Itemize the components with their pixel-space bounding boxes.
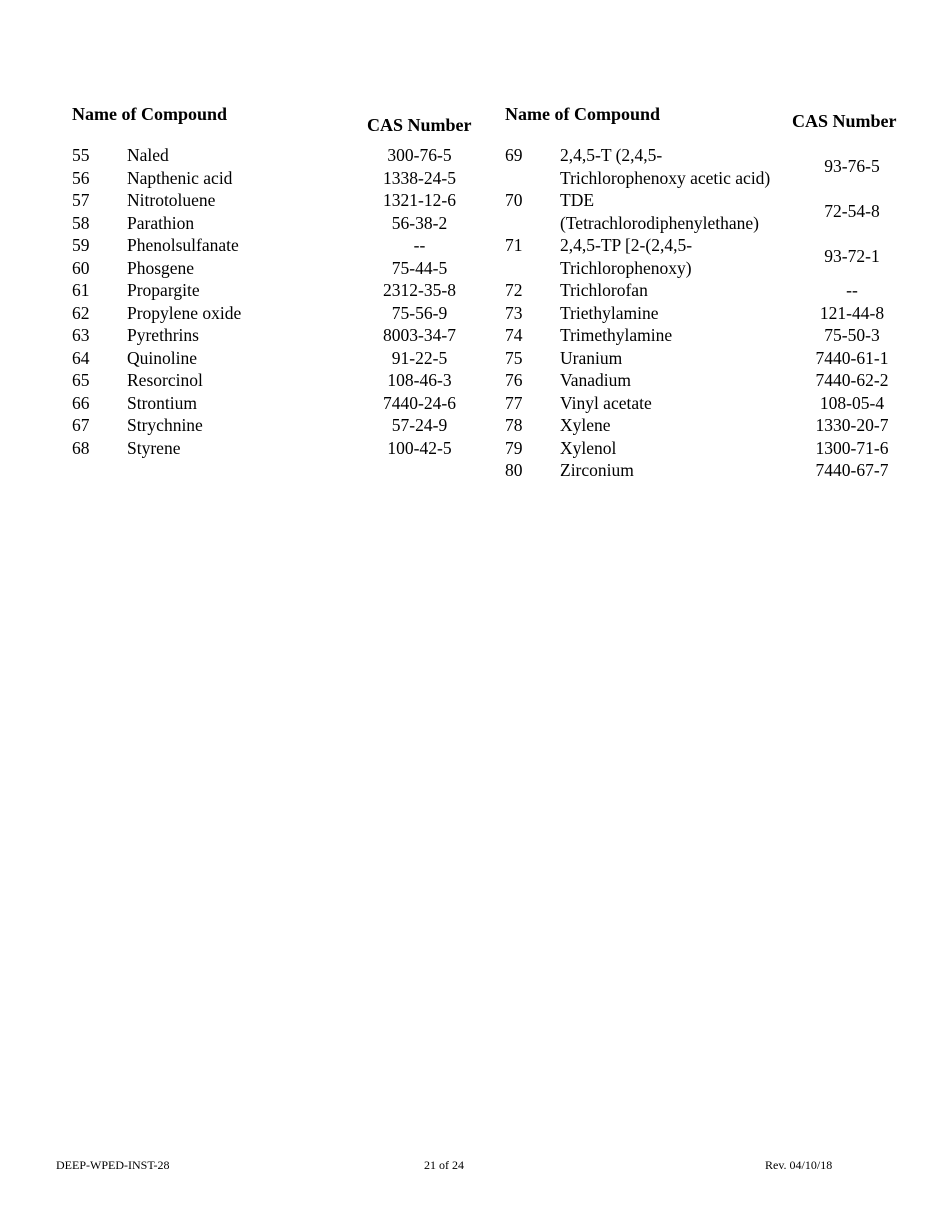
table-row bbox=[72, 302, 482, 325]
cas-number: 2312-35-8 bbox=[383, 280, 456, 300]
compound-name: TDE (Tetrachlorodiphenylethane) bbox=[560, 190, 759, 233]
row-number: 66 bbox=[72, 392, 90, 413]
table-row bbox=[505, 414, 905, 437]
row-number: 61 bbox=[72, 280, 90, 300]
table-row bbox=[72, 347, 482, 370]
compound-name: Vinyl acetate bbox=[560, 392, 652, 413]
compound-name: Trimethylamine bbox=[560, 325, 673, 345]
compound-name: Styrene bbox=[127, 437, 181, 458]
row-number: 72 bbox=[505, 280, 523, 300]
table-row bbox=[505, 459, 905, 482]
row-number: 78 bbox=[505, 415, 523, 435]
cas-number: 108-46-3 bbox=[387, 370, 452, 390]
document-id: DEEP-WPED-INST-28 bbox=[56, 1158, 170, 1172]
compound-name: Trichlorofan bbox=[560, 280, 648, 300]
row-number: 62 bbox=[72, 302, 90, 323]
table-row bbox=[72, 437, 482, 460]
table-row bbox=[505, 324, 905, 347]
cas-number: 7440-61-1 bbox=[815, 347, 889, 368]
right-table-rows bbox=[505, 144, 905, 482]
row-number: 63 bbox=[72, 325, 90, 345]
cas-number: 91-22-5 bbox=[391, 347, 448, 368]
cas-number: 300-76-5 bbox=[387, 145, 452, 165]
table-row bbox=[72, 257, 482, 280]
cas-number: 1330-20-7 bbox=[815, 415, 889, 435]
compound-name: Uranium bbox=[560, 347, 623, 368]
compound-name: Pyrethrins bbox=[127, 325, 199, 345]
cas-number: 72-54-8 bbox=[824, 201, 880, 222]
cas-number: 108-05-4 bbox=[819, 392, 885, 413]
cas-number: 7440-67-7 bbox=[815, 460, 889, 480]
row-number: 58 bbox=[72, 212, 90, 233]
table-row bbox=[505, 369, 905, 392]
row-number: 64 bbox=[72, 347, 90, 368]
compound-name: Xylenol bbox=[560, 437, 617, 458]
left-table bbox=[72, 104, 482, 459]
compound-name: Quinoline bbox=[127, 347, 197, 368]
table-row bbox=[72, 144, 482, 167]
compound-name: Xylene bbox=[560, 415, 611, 435]
table-row bbox=[505, 279, 905, 302]
cas-number: 1300-71-6 bbox=[815, 437, 889, 458]
compound-name: Strychnine bbox=[127, 415, 203, 435]
table-row bbox=[72, 369, 482, 392]
cas-column-header: CAS Number bbox=[792, 111, 897, 131]
compound-name: Strontium bbox=[127, 392, 198, 413]
name-column-header: Name of Compound bbox=[505, 104, 661, 124]
left-table-rows bbox=[72, 144, 482, 459]
row-number: 57 bbox=[72, 190, 90, 210]
compound-name: Nitrotoluene bbox=[127, 190, 216, 210]
compound-name: Phosgene bbox=[127, 257, 195, 278]
table-row bbox=[505, 437, 905, 460]
row-number: 79 bbox=[505, 437, 523, 458]
row-number: 68 bbox=[72, 437, 90, 458]
table-row bbox=[72, 392, 482, 415]
revision-date: Rev. 04/10/18 bbox=[765, 1158, 833, 1172]
row-number: 67 bbox=[72, 415, 90, 435]
row-number: 65 bbox=[72, 370, 90, 390]
cas-number: 93-72-1 bbox=[824, 246, 880, 267]
cas-number: 8003-34-7 bbox=[383, 325, 456, 345]
cas-number: 75-56-9 bbox=[391, 302, 448, 323]
name-column-header: Name of Compound bbox=[72, 104, 228, 124]
right-table-header bbox=[505, 104, 905, 144]
row-number: 55 bbox=[72, 145, 90, 165]
table-row bbox=[505, 347, 905, 370]
row-number: 56 bbox=[72, 167, 90, 188]
row-number: 76 bbox=[505, 370, 523, 390]
cas-number: 56-38-2 bbox=[391, 212, 448, 233]
row-number: 71 bbox=[505, 235, 523, 255]
cas-number: 75-50-3 bbox=[824, 325, 880, 345]
cas-number: 7440-24-6 bbox=[383, 392, 456, 413]
compound-name: 2,4,5-TP [2-(2,4,5-Trichlorophenoxy) bbox=[560, 235, 693, 278]
compound-name: Triethylamine bbox=[560, 302, 659, 323]
page-number: 21 of 24 bbox=[424, 1158, 464, 1172]
table-row bbox=[72, 279, 482, 302]
compound-name: Zirconium bbox=[560, 460, 634, 480]
cas-number: 1321-12-6 bbox=[383, 190, 456, 210]
compound-name: Propargite bbox=[127, 280, 200, 300]
cas-number: 75-44-5 bbox=[391, 257, 448, 278]
compound-name: Phenolsulfanate bbox=[127, 235, 239, 255]
row-number: 77 bbox=[505, 392, 523, 413]
table-row bbox=[505, 392, 905, 415]
compound-name: Vanadium bbox=[560, 370, 631, 390]
row-number: 80 bbox=[505, 460, 523, 480]
compound-name: 2,4,5-T (2,4,5-Trichlorophenoxy acetic acid) bbox=[560, 145, 771, 188]
table-row bbox=[72, 189, 482, 212]
cas-number: 93-76-5 bbox=[824, 156, 880, 177]
row-number: 73 bbox=[505, 302, 523, 323]
row-number: 59 bbox=[72, 235, 90, 255]
row-number: 75 bbox=[505, 347, 523, 368]
row-number: 69 bbox=[505, 145, 523, 165]
cas-number: 121-44-8 bbox=[819, 302, 885, 323]
compound-name: Propylene oxide bbox=[127, 302, 242, 323]
table-row bbox=[505, 189, 905, 234]
compound-name: Naled bbox=[127, 145, 169, 165]
cas-number: -- bbox=[846, 280, 858, 300]
table-row bbox=[505, 302, 905, 325]
cas-column-header: CAS Number bbox=[367, 115, 472, 135]
right-table bbox=[505, 104, 905, 482]
compound-name: Parathion bbox=[127, 212, 195, 233]
compound-name: Resorcinol bbox=[127, 370, 203, 390]
row-number: 60 bbox=[72, 257, 90, 278]
table-row bbox=[72, 414, 482, 437]
cas-number: 100-42-5 bbox=[387, 437, 452, 458]
cas-number: -- bbox=[413, 235, 426, 255]
table-row bbox=[72, 212, 482, 235]
left-table-header bbox=[72, 104, 482, 144]
table-row bbox=[72, 324, 482, 347]
compound-name: Napthenic acid bbox=[127, 167, 233, 188]
cas-number: 7440-62-2 bbox=[815, 370, 889, 390]
row-number: 70 bbox=[505, 190, 523, 210]
row-number: 74 bbox=[505, 325, 523, 345]
table-row bbox=[505, 234, 905, 279]
cas-number: 1338-24-5 bbox=[383, 167, 456, 188]
table-row bbox=[72, 234, 482, 257]
table-row bbox=[505, 144, 905, 189]
cas-number: 57-24-9 bbox=[391, 415, 448, 435]
table-row bbox=[72, 167, 482, 190]
